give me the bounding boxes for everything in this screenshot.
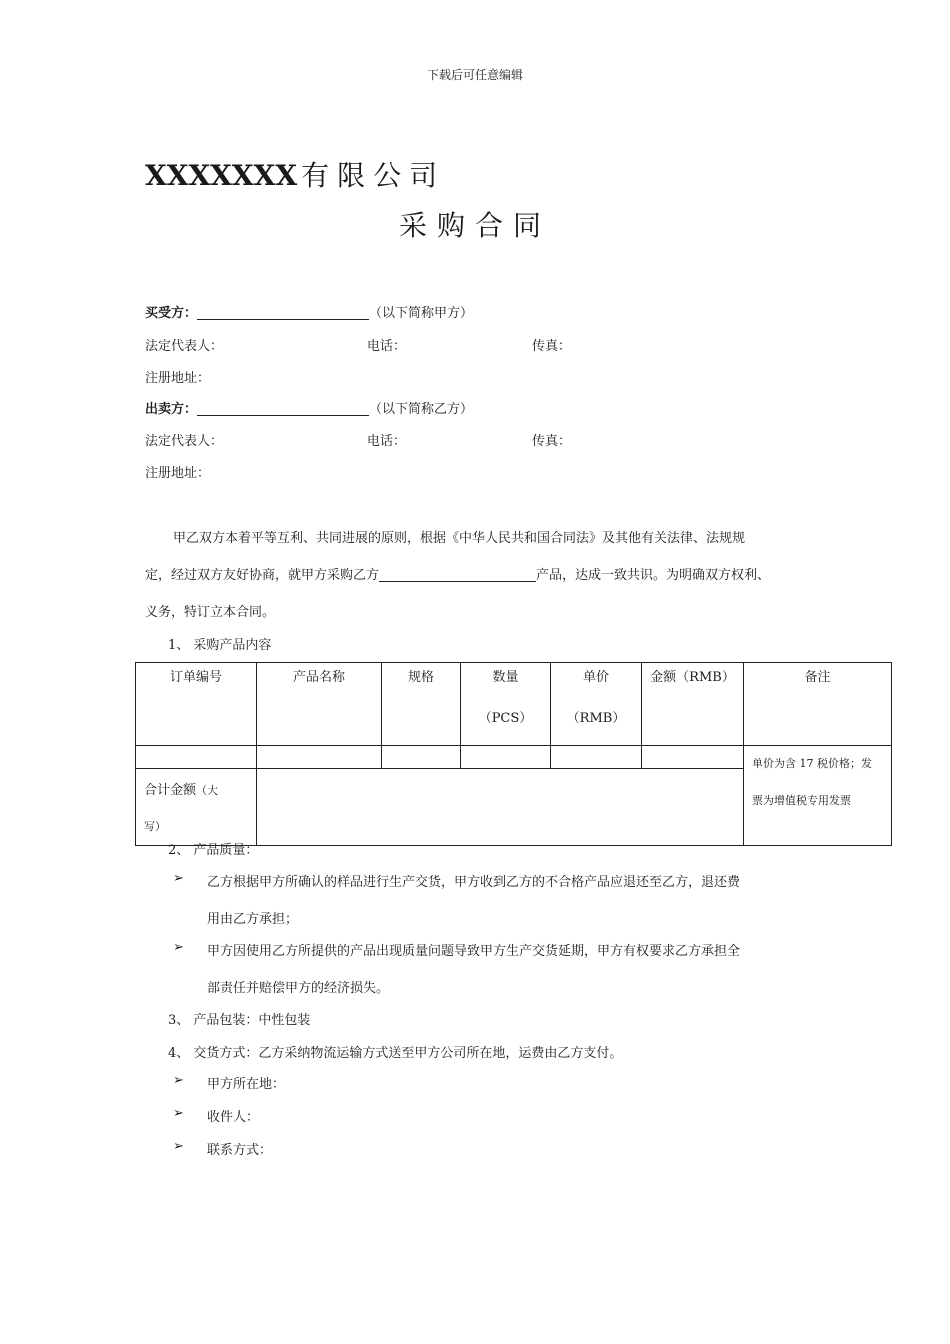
quality-item-1-line-1: 乙方根据甲方所确认的样品进行生产交货，甲方收到乙方的不合格产品应退还至乙方，退还费 [207,875,741,890]
seller-phone-label: 电话： [367,434,407,449]
seller-address-label: 注册地址： [145,466,211,481]
intro-line-1: 甲乙双方本着平等互利、共同进展的原则，根据《中华人民共和国合同法》及其他有关法律、法规规 [173,531,746,546]
delivery-contact-label: 联系方式： [207,1143,273,1158]
seller-name-field[interactable] [197,401,369,416]
quality-item-2-line-2: 部责任并赔偿甲方的经济损失。 [207,981,390,996]
quality-item-2-line-1: 甲方因使用乙方所提供的产品出现质量问题导致甲方生产交货延期，甲方有权要求乙方承担全 [207,944,741,959]
header-remark: 备注 [744,663,892,746]
total-label: 合计金额 [144,783,197,798]
intro-line-3: 义务，特订立本合同。 [145,605,276,620]
header-product: 产品名称 [257,663,382,746]
buyer-rep-label: 法定代表人： [145,339,224,354]
header-note: 下载后可任意编辑 [426,68,523,82]
header-qty: 数量 （PCS） [461,663,551,746]
section-3-heading: 3、 产品包装：中性包装 [168,1013,311,1028]
buyer-note: （以下简称甲方） [369,306,474,321]
section-4-heading: 4、 交货方式：乙方采纳物流运输方式送至甲方公司所在地，运费由乙方支付。 [168,1046,623,1061]
buyer-label: 买受方： [145,306,198,321]
table-header-row [136,663,892,746]
total-note-b: 写） [144,820,166,833]
bullet-arrow-icon: ➢ [173,940,184,955]
intro-line-2a: 定，经过双方友好协商，就甲方采购乙方 [145,568,380,583]
cell-order-no[interactable] [136,746,257,769]
contract-title: 采购合同 [398,209,551,242]
cell-spec[interactable] [382,746,461,769]
quality-item-1-line-2: 用由乙方承担； [207,912,299,927]
cell-price[interactable] [551,746,642,769]
table-row [136,746,892,769]
remark-note [744,746,892,846]
header-spec: 规格 [382,663,461,746]
cell-product[interactable] [257,746,382,769]
remark-note-line-2: 票为增值税专用发票 [752,794,851,807]
seller-note: （以下简称乙方） [369,402,474,417]
header-price: 单价 （RMB） [551,663,642,746]
total-amount-cell[interactable] [257,769,744,846]
cell-amount[interactable] [642,746,744,769]
seller-fax-label: 传真： [532,434,572,449]
product-name-field[interactable] [379,567,536,582]
buyer-line [145,302,473,321]
section-2-heading: 2、 产品质量： [168,843,259,858]
cell-qty[interactable] [461,746,551,769]
buyer-name-field[interactable] [197,305,369,320]
remark-note-line-1: 单价为含 17 税价格；发 [752,757,872,770]
bullet-arrow-icon: ➢ [173,1073,184,1088]
seller-label: 出卖方： [145,402,198,417]
buyer-address-label: 注册地址： [145,371,211,386]
intro-line-2 [145,564,770,583]
bullet-arrow-icon: ➢ [173,1106,184,1121]
company-suffix: 有限公司 [301,159,446,192]
company-name-text: XXXXXXX [145,159,298,192]
bullet-arrow-icon: ➢ [173,1139,184,1154]
buyer-phone-label: 电话： [367,339,407,354]
section-1-heading: 1、 采购产品内容 [168,638,272,653]
product-table [135,662,892,846]
delivery-location-label: 甲方所在地： [207,1077,286,1092]
seller-line [145,398,473,417]
total-note-a: （大 [196,784,219,797]
header-amount: 金额（RMB） [642,663,744,746]
total-label-cell [136,769,257,846]
seller-rep-label: 法定代表人： [145,434,224,449]
company-name [145,154,445,194]
buyer-fax-label: 传真： [532,339,572,354]
delivery-recipient-label: 收件人： [207,1110,260,1125]
intro-line-2b: 产品，达成一致共识。为明确双方权利、 [536,568,771,583]
bullet-arrow-icon: ➢ [173,871,184,886]
header-order-no: 订单编号 [136,663,257,746]
